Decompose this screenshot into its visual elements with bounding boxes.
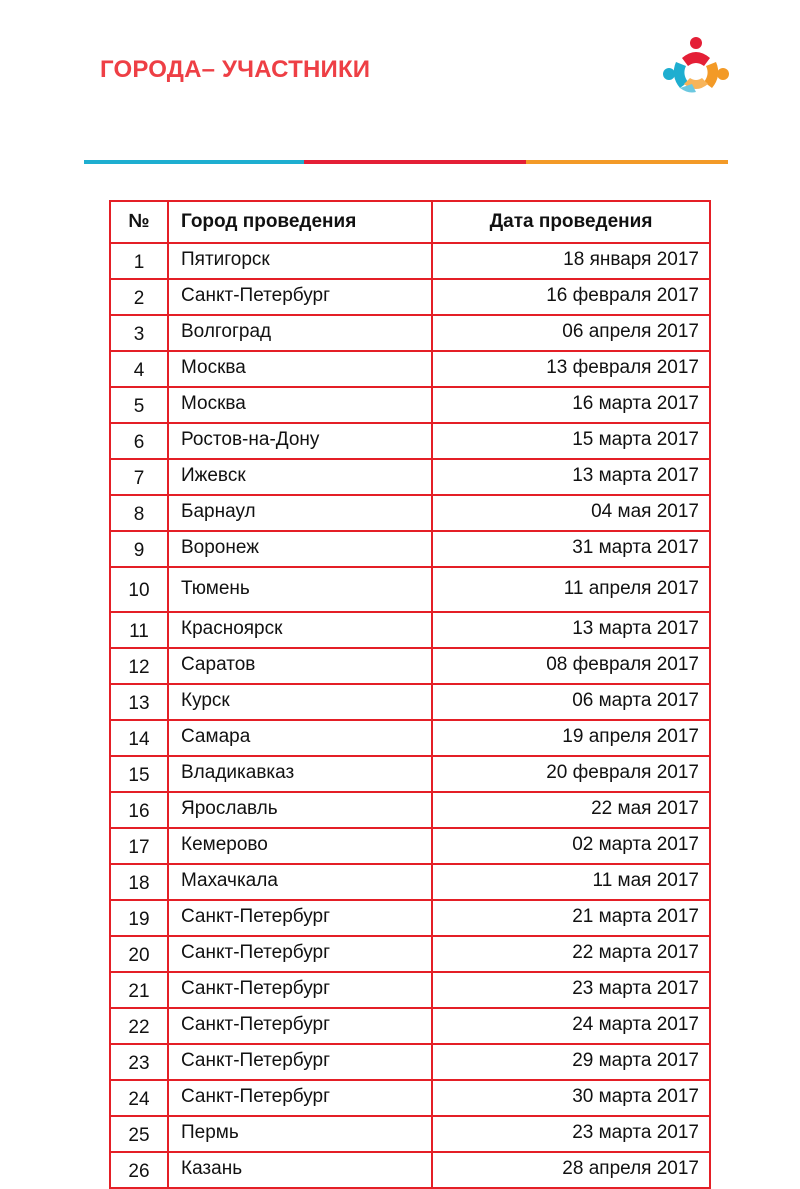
row-date: 28 апреля 2017 [432, 1152, 710, 1188]
table-row [110, 243, 710, 279]
row-city: Владикавказ [168, 756, 432, 792]
table-row [110, 1008, 710, 1044]
row-city: Санкт-Петербург [168, 279, 432, 315]
table-row [110, 567, 710, 612]
row-city: Ижевск [168, 459, 432, 495]
row-city: Самара [168, 720, 432, 756]
table-row [110, 936, 710, 972]
row-number: 21 [110, 972, 168, 1008]
row-date: 02 марта 2017 [432, 828, 710, 864]
table-row [110, 792, 710, 828]
row-city: Пермь [168, 1116, 432, 1152]
row-number: 1 [110, 243, 168, 279]
row-city: Курск [168, 684, 432, 720]
row-date: 06 марта 2017 [432, 684, 710, 720]
row-number: 10 [110, 567, 168, 612]
row-date: 20 февраля 2017 [432, 756, 710, 792]
header-date: Дата проведения [432, 201, 710, 243]
row-date: 11 мая 2017 [432, 864, 710, 900]
row-number: 7 [110, 459, 168, 495]
row-date: 04 мая 2017 [432, 495, 710, 531]
row-date: 11 апреля 2017 [432, 567, 710, 612]
table-body [110, 243, 710, 1188]
people-circle-logo-icon [662, 36, 730, 96]
table-row [110, 972, 710, 1008]
row-number: 12 [110, 648, 168, 684]
row-city: Саратов [168, 648, 432, 684]
row-number: 14 [110, 720, 168, 756]
row-number: 22 [110, 1008, 168, 1044]
table-row [110, 1080, 710, 1116]
row-date: 22 мая 2017 [432, 792, 710, 828]
row-number: 6 [110, 423, 168, 459]
row-city: Санкт-Петербург [168, 972, 432, 1008]
row-city: Москва [168, 387, 432, 423]
row-city: Санкт-Петербург [168, 1044, 432, 1080]
row-date: 21 марта 2017 [432, 900, 710, 936]
table-row [110, 900, 710, 936]
table-row [110, 279, 710, 315]
row-city: Москва [168, 351, 432, 387]
row-city: Санкт-Петербург [168, 1080, 432, 1116]
table-header-row [110, 201, 710, 243]
table-row [110, 684, 710, 720]
row-date: 13 февраля 2017 [432, 351, 710, 387]
table-row [110, 864, 710, 900]
table-row [110, 423, 710, 459]
page-title: ГОРОДА– УЧАСТНИКИ [100, 56, 371, 83]
table-row [110, 531, 710, 567]
row-date: 24 марта 2017 [432, 1008, 710, 1044]
table-row [110, 387, 710, 423]
row-city: Санкт-Петербург [168, 900, 432, 936]
row-number: 23 [110, 1044, 168, 1080]
row-city: Махачкала [168, 864, 432, 900]
row-date: 29 марта 2017 [432, 1044, 710, 1080]
table-row [110, 1044, 710, 1080]
row-number: 16 [110, 792, 168, 828]
table-row [110, 612, 710, 648]
row-number: 3 [110, 315, 168, 351]
row-city: Казань [168, 1152, 432, 1188]
row-number: 19 [110, 900, 168, 936]
row-number: 15 [110, 756, 168, 792]
row-city: Санкт-Петербург [168, 936, 432, 972]
divider-red [304, 160, 526, 164]
row-city: Волгоград [168, 315, 432, 351]
row-date: 18 января 2017 [432, 243, 710, 279]
row-number: 11 [110, 612, 168, 648]
row-city: Ростов-на-Дону [168, 423, 432, 459]
row-number: 2 [110, 279, 168, 315]
header-number: № [110, 201, 168, 243]
row-number: 26 [110, 1152, 168, 1188]
table-row [110, 459, 710, 495]
row-city: Красноярск [168, 612, 432, 648]
row-number: 25 [110, 1116, 168, 1152]
row-number: 17 [110, 828, 168, 864]
table-row [110, 828, 710, 864]
cities-table [109, 200, 711, 1189]
row-date: 30 марта 2017 [432, 1080, 710, 1116]
row-date: 23 марта 2017 [432, 1116, 710, 1152]
row-city: Барнаул [168, 495, 432, 531]
table-row [110, 1116, 710, 1152]
row-city: Воронеж [168, 531, 432, 567]
row-date: 16 февраля 2017 [432, 279, 710, 315]
table-row [110, 720, 710, 756]
row-city: Ярославль [168, 792, 432, 828]
row-date: 08 февраля 2017 [432, 648, 710, 684]
row-date: 13 марта 2017 [432, 459, 710, 495]
row-date: 19 апреля 2017 [432, 720, 710, 756]
row-number: 5 [110, 387, 168, 423]
row-date: 16 марта 2017 [432, 387, 710, 423]
row-date: 06 апреля 2017 [432, 315, 710, 351]
table-row [110, 756, 710, 792]
table-row [110, 648, 710, 684]
row-number: 9 [110, 531, 168, 567]
row-date: 13 марта 2017 [432, 612, 710, 648]
row-date: 22 марта 2017 [432, 936, 710, 972]
row-number: 20 [110, 936, 168, 972]
row-number: 24 [110, 1080, 168, 1116]
divider-teal [84, 160, 304, 164]
row-city: Кемерово [168, 828, 432, 864]
row-city: Санкт-Петербург [168, 1008, 432, 1044]
table-row [110, 495, 710, 531]
table-row [110, 1152, 710, 1188]
row-number: 13 [110, 684, 168, 720]
row-city: Тюмень [168, 567, 432, 612]
row-date: 23 марта 2017 [432, 972, 710, 1008]
row-number: 18 [110, 864, 168, 900]
row-number: 8 [110, 495, 168, 531]
table-row [110, 351, 710, 387]
table-row [110, 315, 710, 351]
header-city: Город проведения [168, 201, 432, 243]
divider-orange [526, 160, 728, 164]
row-date: 31 марта 2017 [432, 531, 710, 567]
row-number: 4 [110, 351, 168, 387]
row-date: 15 марта 2017 [432, 423, 710, 459]
row-city: Пятигорск [168, 243, 432, 279]
